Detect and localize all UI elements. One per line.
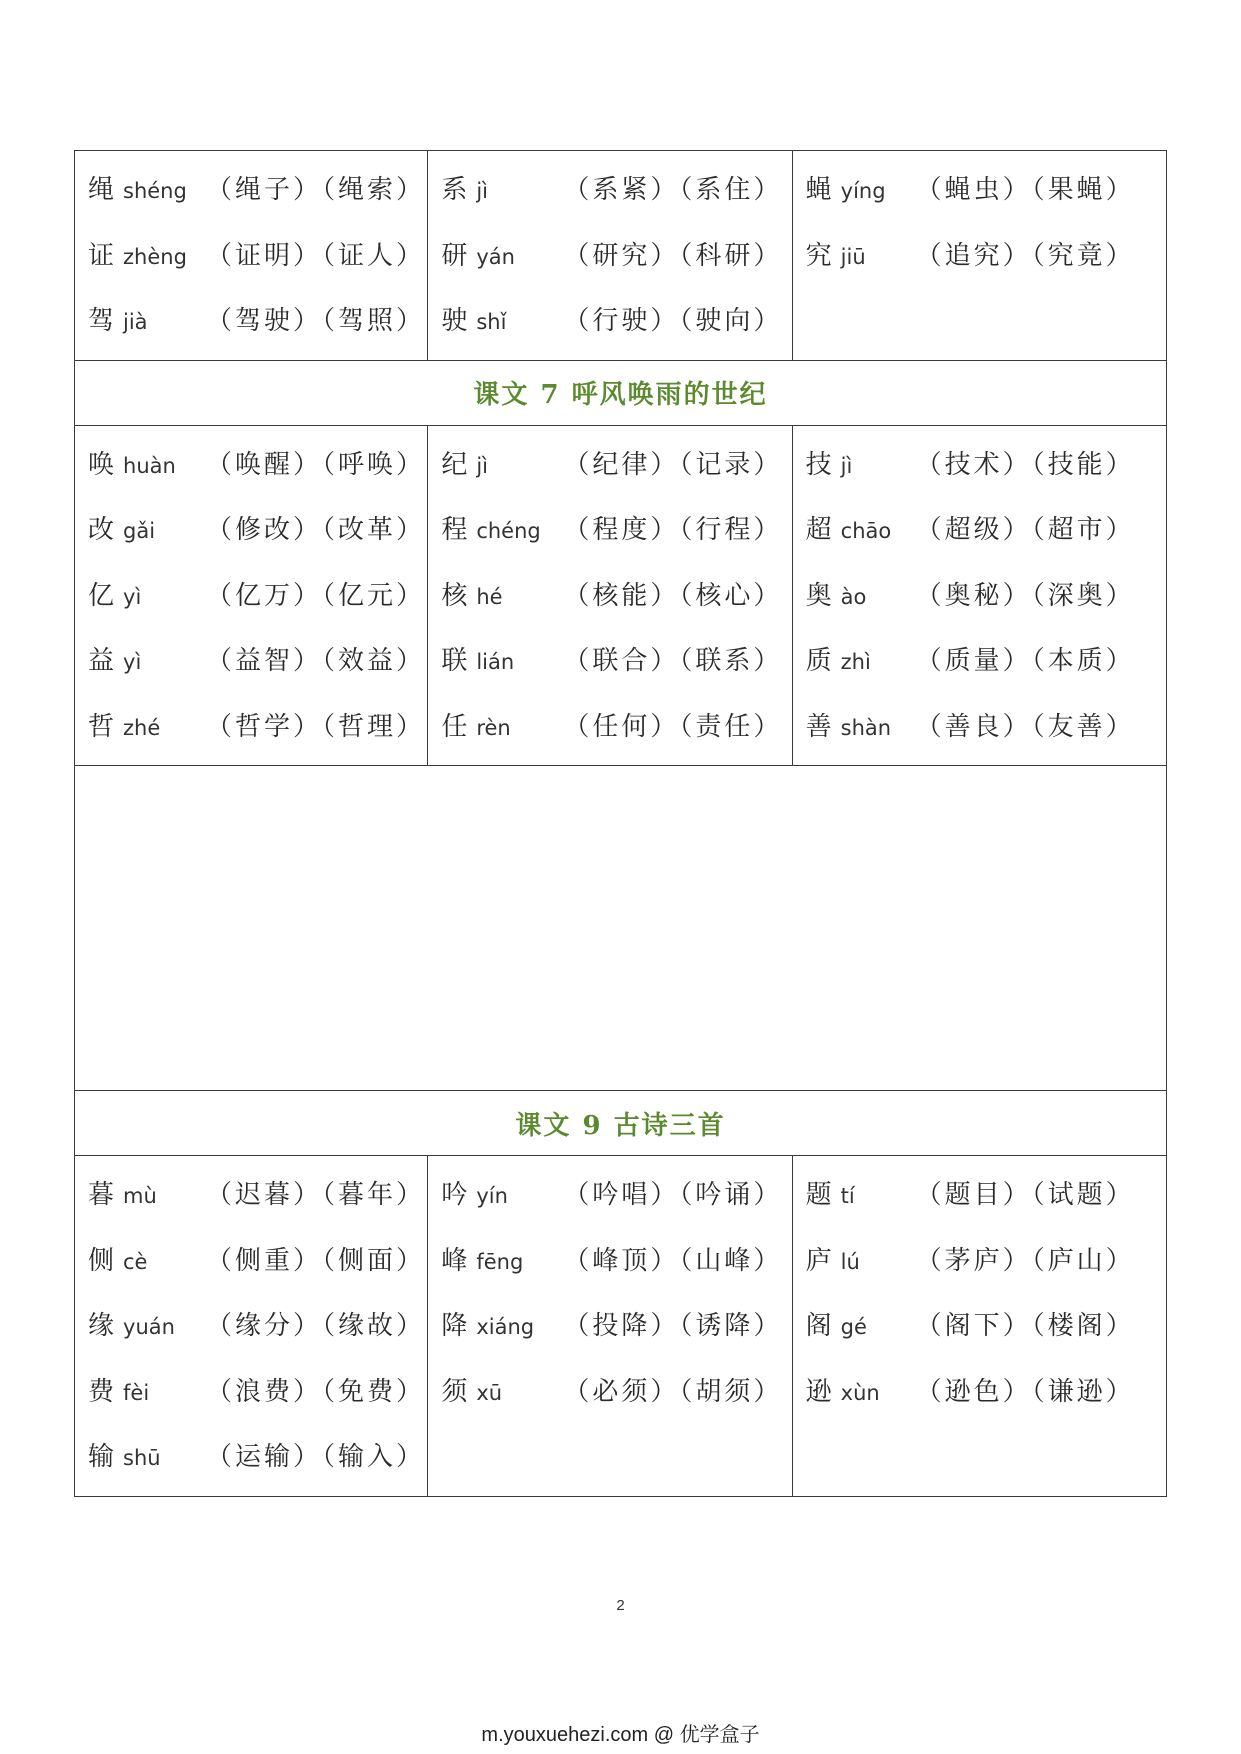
section-title: 课文 9 古诗三首 — [515, 1110, 726, 1141]
vocab-character: 哲 — [88, 711, 116, 742]
vocab-entry — [88, 430, 427, 496]
vocab-entry — [806, 495, 1166, 561]
vocab-pinyin: mù — [123, 1184, 157, 1209]
section-header-cell — [75, 360, 1167, 425]
vocab-words: （阁下）（楼阁） — [915, 1311, 1135, 1342]
vocab-words: （绳子）（绳索） — [206, 175, 426, 206]
vocab-pinyin: yì — [123, 584, 142, 609]
vocab-words: （茅庐）（庐山） — [915, 1245, 1135, 1276]
vocab-entry — [88, 286, 427, 352]
vocab-pinyin: huàn — [123, 453, 176, 478]
vocab-column-cell — [75, 425, 428, 766]
vocab-character: 技 — [805, 449, 833, 480]
vocab-row — [75, 151, 1167, 361]
vocab-character: 益 — [88, 646, 116, 677]
vocab-character: 任 — [441, 711, 469, 742]
vocab-words: （迟暮）（暮年） — [206, 1180, 426, 1211]
vocab-words: （行驶）（驶向） — [563, 306, 783, 337]
vocab-words: （浪费）（免费） — [206, 1376, 426, 1407]
vocab-character: 质 — [805, 646, 833, 677]
vocab-character: 程 — [441, 515, 469, 546]
vocab-pinyin: lián — [476, 650, 515, 675]
page-number: 2 — [616, 1597, 625, 1614]
vocab-words: （追究）（究竟） — [915, 240, 1135, 271]
vocab-row — [75, 425, 1167, 766]
vocab-entry — [806, 692, 1166, 758]
vocab-pinyin: fēng — [476, 1249, 524, 1274]
vocab-pinyin: yuán — [123, 1315, 175, 1340]
vocab-character: 驶 — [441, 306, 469, 337]
vocab-pinyin: jiū — [840, 244, 866, 269]
vocab-entry — [88, 626, 427, 692]
vocab-character: 降 — [441, 1311, 469, 1342]
vocab-entry — [806, 1226, 1166, 1292]
vocab-column-cell — [75, 1156, 428, 1497]
vocab-pinyin: xiáng — [476, 1315, 535, 1340]
vocab-entry — [806, 561, 1166, 627]
vocab-entry — [88, 692, 427, 758]
vocab-character: 驾 — [88, 306, 116, 337]
vocab-entry — [88, 1226, 427, 1292]
vocab-entry — [441, 626, 791, 692]
vocab-pinyin: lú — [840, 1249, 860, 1274]
vocab-entry — [441, 692, 791, 758]
vocab-entry — [806, 1291, 1166, 1357]
vocab-pinyin: shū — [123, 1446, 161, 1471]
vocab-pinyin: yíng — [840, 179, 886, 204]
vocab-pinyin: xū — [476, 1380, 503, 1405]
vocab-column-cell — [75, 151, 428, 361]
vocab-pinyin: xùn — [840, 1380, 880, 1405]
vocab-words: （缘分）（缘故） — [206, 1311, 426, 1342]
vocab-character: 超 — [805, 515, 833, 546]
vocab-pinyin: zhèng — [123, 244, 187, 269]
vocab-words: （运输）（输入） — [206, 1442, 426, 1473]
vocab-character: 阁 — [805, 1311, 833, 1342]
vocab-words: （技术）（技能） — [915, 449, 1135, 480]
vocab-pinyin: gé — [840, 1315, 867, 1340]
vocab-entry — [441, 1160, 791, 1226]
vocab-entry — [441, 155, 791, 221]
vocab-pinyin: shéng — [123, 179, 187, 204]
vocab-words: （联合）（联系） — [563, 646, 783, 677]
vocab-pinyin: yì — [123, 650, 142, 675]
vocab-words: （善良）（友善） — [915, 711, 1135, 742]
vocab-character: 证 — [88, 240, 116, 271]
vocab-pinyin: zhé — [123, 715, 161, 740]
vocab-pinyin: cè — [123, 1249, 148, 1274]
vocab-words: （核能）（核心） — [563, 580, 783, 611]
vocab-pinyin: tí — [840, 1184, 855, 1209]
vocab-words: （系紧）（系住） — [563, 175, 783, 206]
vocab-character: 庐 — [805, 1245, 833, 1276]
vocab-pinyin: shǐ — [476, 310, 507, 335]
vocab-character: 奥 — [805, 580, 833, 611]
blank-row — [75, 766, 1167, 1091]
vocab-column-cell — [428, 425, 792, 766]
vocab-column-cell — [428, 1156, 792, 1497]
vocab-entry — [88, 1422, 427, 1488]
vocab-entry — [88, 1357, 427, 1423]
vocab-words: （纪律）（记录） — [563, 449, 783, 480]
section-header-row — [75, 360, 1167, 425]
vocab-character: 研 — [441, 240, 469, 271]
vocab-words: （逊色）（谦逊） — [915, 1376, 1135, 1407]
vocab-pinyin: jià — [123, 310, 148, 335]
vocab-words: （程度）（行程） — [563, 515, 783, 546]
vocab-character: 绳 — [88, 175, 116, 206]
vocab-words: （唤醒）（呼唤） — [206, 449, 426, 480]
vocab-entry — [806, 1160, 1166, 1226]
vocab-entry — [88, 561, 427, 627]
vocab-pinyin: zhì — [840, 650, 871, 675]
vocab-entry — [441, 1357, 791, 1423]
vocab-entry — [88, 1160, 427, 1226]
vocab-character: 善 — [805, 711, 833, 742]
vocab-entry — [441, 1291, 791, 1357]
vocab-words: （证明）（证人） — [206, 240, 426, 271]
section-title: 课文 7 呼风唤雨的世纪 — [473, 380, 768, 410]
footer-source: m.youxuehezi.com @ 优学盒子 — [481, 1724, 760, 1746]
vocab-row — [75, 1156, 1167, 1497]
vocab-words: （研究）（科研） — [563, 240, 783, 271]
vocab-words: （修改）（改革） — [206, 515, 426, 546]
vocab-character: 核 — [441, 580, 469, 611]
vocab-character: 唤 — [88, 449, 116, 480]
vocab-table — [74, 150, 1167, 1497]
vocab-table-wrapper — [74, 150, 1167, 1497]
vocab-entry — [806, 1357, 1166, 1423]
vocab-character: 联 — [441, 646, 469, 677]
vocab-entry — [441, 221, 791, 287]
vocab-character: 峰 — [441, 1245, 469, 1276]
vocab-pinyin: chéng — [476, 519, 541, 544]
vocab-words: （侧重）（侧面） — [206, 1245, 426, 1276]
vocab-column-cell — [428, 151, 792, 361]
vocab-words: （投降）（诱降） — [563, 1311, 783, 1342]
vocab-words: （哲学）（哲理） — [206, 711, 426, 742]
vocab-character: 输 — [88, 1442, 116, 1473]
vocab-pinyin: shàn — [840, 715, 892, 740]
vocab-pinyin: jì — [476, 179, 488, 204]
vocab-words: （吟唱）（吟诵） — [563, 1180, 783, 1211]
blank-cell — [75, 766, 1167, 1091]
vocab-pinyin: hé — [476, 584, 503, 609]
vocab-pinyin: jì — [476, 453, 488, 478]
vocab-entry — [806, 430, 1166, 496]
vocab-entry — [441, 286, 791, 352]
vocab-column-cell — [792, 425, 1166, 766]
vocab-character: 逊 — [805, 1376, 833, 1407]
vocab-character: 吟 — [441, 1180, 469, 1211]
vocab-words: （质量）（本质） — [915, 646, 1135, 677]
vocab-words: （题目）（试题） — [915, 1180, 1135, 1211]
vocab-character: 究 — [805, 240, 833, 271]
vocab-words: （驾驶）（驾照） — [206, 306, 426, 337]
vocab-column-cell — [792, 1156, 1166, 1497]
vocab-character: 纪 — [441, 449, 469, 480]
vocab-character: 改 — [88, 515, 116, 546]
vocab-entry — [88, 155, 427, 221]
vocab-entry — [88, 221, 427, 287]
vocab-pinyin: yán — [476, 244, 515, 269]
vocab-character: 题 — [805, 1180, 833, 1211]
vocab-character: 缘 — [88, 1311, 116, 1342]
vocab-words: （蝇虫）（果蝇） — [915, 175, 1135, 206]
vocab-words: （必须）（胡须） — [563, 1376, 783, 1407]
section-header-cell — [75, 1091, 1167, 1156]
vocab-character: 费 — [88, 1376, 116, 1407]
vocab-pinyin: yín — [476, 1184, 508, 1209]
vocab-character: 须 — [441, 1376, 469, 1407]
vocab-pinyin: ào — [840, 584, 867, 609]
vocab-pinyin: jì — [840, 453, 853, 478]
vocab-character: 亿 — [88, 580, 116, 611]
vocab-words: （奥秘）（深奥） — [915, 580, 1135, 611]
vocab-character: 蝇 — [805, 175, 833, 206]
vocab-character: 侧 — [88, 1245, 116, 1276]
vocab-entry — [806, 626, 1166, 692]
vocab-entry — [88, 495, 427, 561]
vocab-entry — [441, 561, 791, 627]
vocab-column-cell — [792, 151, 1166, 361]
vocab-character: 系 — [441, 175, 469, 206]
vocab-words: （亿万）（亿元） — [206, 580, 426, 611]
vocab-words: （超级）（超市） — [915, 515, 1135, 546]
vocab-pinyin: gǎi — [123, 519, 156, 544]
vocab-pinyin: chāo — [840, 519, 892, 544]
vocab-entry — [88, 1291, 427, 1357]
vocab-character: 暮 — [88, 1180, 116, 1211]
vocab-words: （任何）（责任） — [563, 711, 783, 742]
section-header-row — [75, 1091, 1167, 1156]
vocab-entry — [806, 221, 1166, 287]
vocab-entry — [441, 430, 791, 496]
vocab-entry — [441, 1226, 791, 1292]
vocab-table-body — [75, 151, 1167, 1497]
vocab-pinyin: fèi — [123, 1380, 150, 1405]
vocab-words: （峰顶）（山峰） — [563, 1245, 783, 1276]
vocab-words: （益智）（效益） — [206, 646, 426, 677]
vocab-entry — [806, 155, 1166, 221]
vocab-pinyin: rèn — [476, 715, 511, 740]
vocab-entry — [441, 495, 791, 561]
